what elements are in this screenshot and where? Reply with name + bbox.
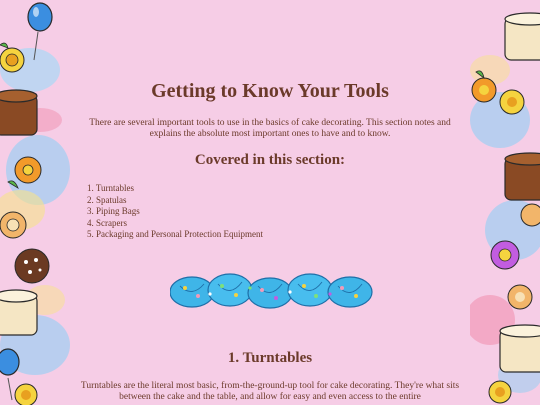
section-list	[87, 183, 263, 241]
cookie-icon	[521, 204, 540, 226]
list-item: 1. Turntables	[87, 183, 135, 193]
section-title: 1. Turntables	[227, 350, 313, 366]
page-content	[75, 0, 465, 405]
intro-paragraph: There are several important tools to use in the basics of cake decorating. This section notes and explains the absolute most important ones to have and to know.	[89, 118, 451, 139]
vanilla-cake-icon	[505, 13, 540, 60]
page-title: Getting to Know Your Tools	[151, 80, 389, 102]
flower-icon	[491, 241, 519, 269]
flower-icon	[489, 381, 511, 403]
list-item: 2. Spatulas	[87, 194, 127, 205]
list-item: 5. Packaging and Personal Protection Equipment	[87, 229, 263, 239]
right-decorative-border	[470, 0, 540, 405]
chocolate-cake-icon	[0, 90, 37, 135]
flower-icon	[0, 43, 24, 72]
covered-heading: Covered in this section:	[194, 152, 346, 168]
list-item: 3. Piping Bags	[87, 206, 140, 216]
cookie-icon	[0, 212, 26, 238]
section-body-paragraph: Turntables are the literal most basic, from-the-ground-up tool for cake decorating. They're what sits between the cake and the table, and allow for easy and even access to the entire	[80, 381, 460, 402]
cookie-icon	[508, 285, 532, 309]
flower-icon	[500, 90, 524, 114]
list-item: 4. Scrapers	[87, 217, 127, 228]
frosting-divider-image	[170, 268, 375, 316]
vanilla-cake-icon	[500, 325, 540, 372]
vanilla-cake-icon	[0, 290, 37, 335]
left-decorative-border	[0, 0, 70, 405]
chocolate-cookie-icon	[15, 249, 49, 283]
chocolate-cake-icon	[505, 153, 540, 200]
flower-icon	[15, 384, 37, 405]
